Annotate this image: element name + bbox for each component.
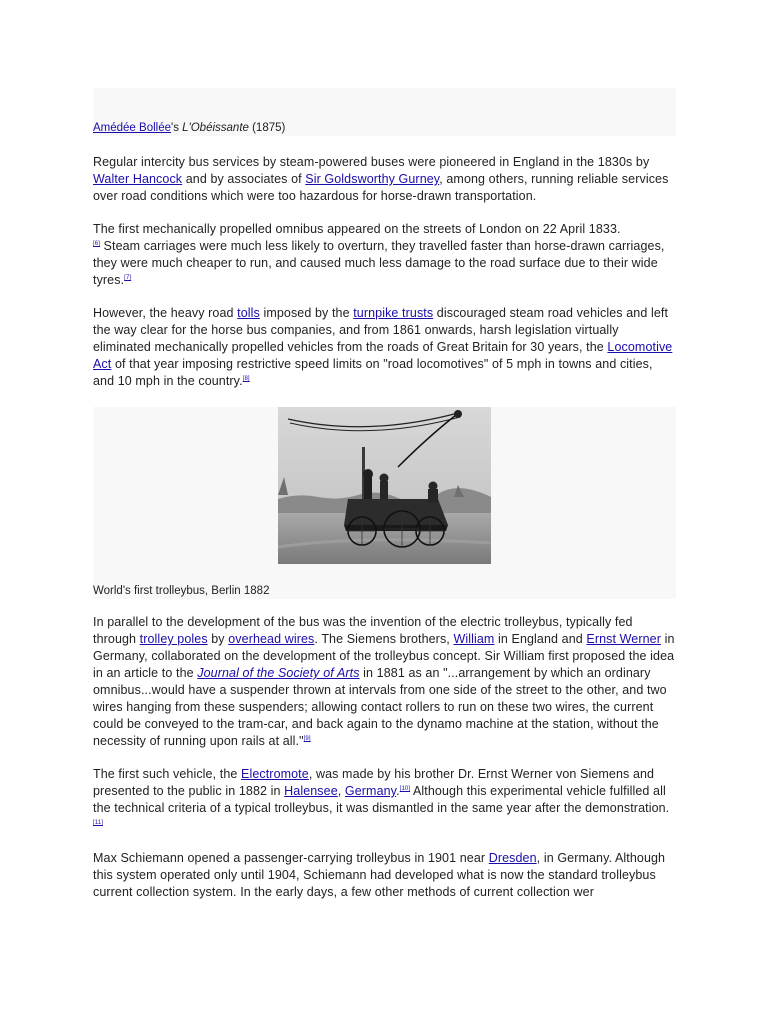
text: in 1881 as an "...arrangement by which an ordinary omnibus...would have a suspender thrown at intervals from one side of the street to the other, and two wires hanging from these suspenders; allowing contact rollers to run on these two wires, the current could be conveyed to the tram-car, and back again to the dynamo machine at the station, without the necessity of running upon rails at all." [93, 666, 667, 748]
text: in England and [494, 632, 587, 646]
link-amedee-bollee[interactable]: Amédée Bollée [93, 122, 171, 134]
citation-7[interactable]: [7] [124, 274, 132, 281]
link-germany[interactable]: Germany [344, 784, 397, 798]
text: , among others, running reliable services over road conditions which were too hazardous for horse-drawn transportation. [93, 172, 669, 203]
text: imposed by the [259, 306, 354, 320]
link-overhead-wires[interactable]: overhead wires [228, 632, 315, 646]
citation-10[interactable]: [10] [399, 785, 411, 792]
text: Max Schiemann opened a passenger-carrying trolleybus in 1901 near [93, 851, 489, 865]
text: discouraged steam road vehicles and left the way clear for the horse bus companies, and from 1861 onwards, harsh legislation virtually eliminated mechanically propelled vehicles from the roads of Great Britain for 30 years, the [93, 306, 669, 354]
link-turnpike-trusts[interactable]: turnpike trusts [353, 306, 434, 320]
paragraph-electromote [93, 766, 676, 834]
citation-8[interactable]: [8] [242, 375, 250, 382]
link-goldsworthy-gurney[interactable]: Sir Goldsworthy Gurney [305, 172, 440, 186]
article-body [93, 88, 676, 901]
paragraph-first-omnibus [93, 221, 676, 289]
paragraph-intercity-steam-buses [93, 154, 676, 205]
text: The first such vehicle, the [93, 767, 242, 781]
citation-6[interactable]: [6] [93, 240, 100, 247]
text: in Germany, collaborated on the development of the trolleybus concept. Sir William first proposed the idea in an article to the [93, 632, 675, 680]
link-ernst-werner[interactable]: Ernst Werner [586, 632, 661, 646]
text: . The Siemens brothers, [314, 632, 454, 646]
caption-title: L'Obéissante [182, 122, 249, 134]
citation-9[interactable]: [9] [303, 735, 311, 742]
text: However, the heavy road [93, 306, 238, 320]
text: Although this experimental vehicle fulfilled all the technical criteria of a typical trolleybus, it was dismantled in the same year after the demonstration. [93, 784, 670, 815]
caption-text: 's [171, 122, 183, 134]
text: of that year imposing restrictive speed limits on "road locomotives" of 5 mph in towns and cities, and 10 mph in the country. [93, 357, 653, 388]
figure-trolleybus [93, 407, 676, 599]
link-journal-society-of-arts[interactable]: Journal of the Society of Arts [197, 666, 360, 680]
link-walter-hancock[interactable]: Walter Hancock [93, 172, 183, 186]
link-william[interactable]: William [453, 632, 495, 646]
trolleybus-photo [278, 407, 491, 564]
text: by [207, 632, 229, 646]
link-locomotive-act[interactable]: Locomotive Act [93, 340, 673, 371]
link-halensee[interactable]: Halensee [284, 784, 338, 798]
text: , was made by his brother Dr. Ernst Werner von Siemens and presented to the public in 1882 in [93, 767, 655, 798]
text: , in Germany. Although this system operated only until 1904, Schiemann had developed what is now the standard trolleybus current collection system. In the early days, a few other methods of current collection wer [93, 851, 666, 899]
citation-11[interactable]: [11] [93, 819, 103, 826]
link-tolls[interactable]: tolls [237, 306, 260, 320]
text: Steam carriages were much less likely to overturn, they travelled faster than horse-drawn carriages, they were much cheaper to run, and caused much less damage to the road surface due to their wide tyres. [93, 239, 665, 287]
link-trolley-poles[interactable]: trolley poles [139, 632, 208, 646]
link-electromote[interactable]: Electromote [241, 767, 309, 781]
text: , [337, 784, 345, 798]
figure-caption [93, 121, 285, 135]
text: The first mechanically propelled omnibus appeared on the streets of London on 22 April 1833. [93, 222, 621, 236]
caption-year: (1875) [248, 122, 286, 134]
figure-bollee [93, 88, 676, 136]
figure-caption: World's first trolleybus, Berlin 1882 [93, 585, 270, 597]
paragraph-tolls [93, 305, 676, 390]
text: Regular intercity bus services by steam-powered buses were pioneered in England in the 1830s by [93, 155, 650, 169]
link-dresden[interactable]: Dresden [488, 851, 537, 865]
text: and by associates of [182, 172, 306, 186]
paragraph-siemens-trolleybus [93, 614, 676, 750]
paragraph-schiemann [93, 850, 676, 901]
text: . [396, 784, 400, 798]
text: In parallel to the development of the bus was the invention of the electric trolleybus, typically fed through [93, 615, 633, 646]
